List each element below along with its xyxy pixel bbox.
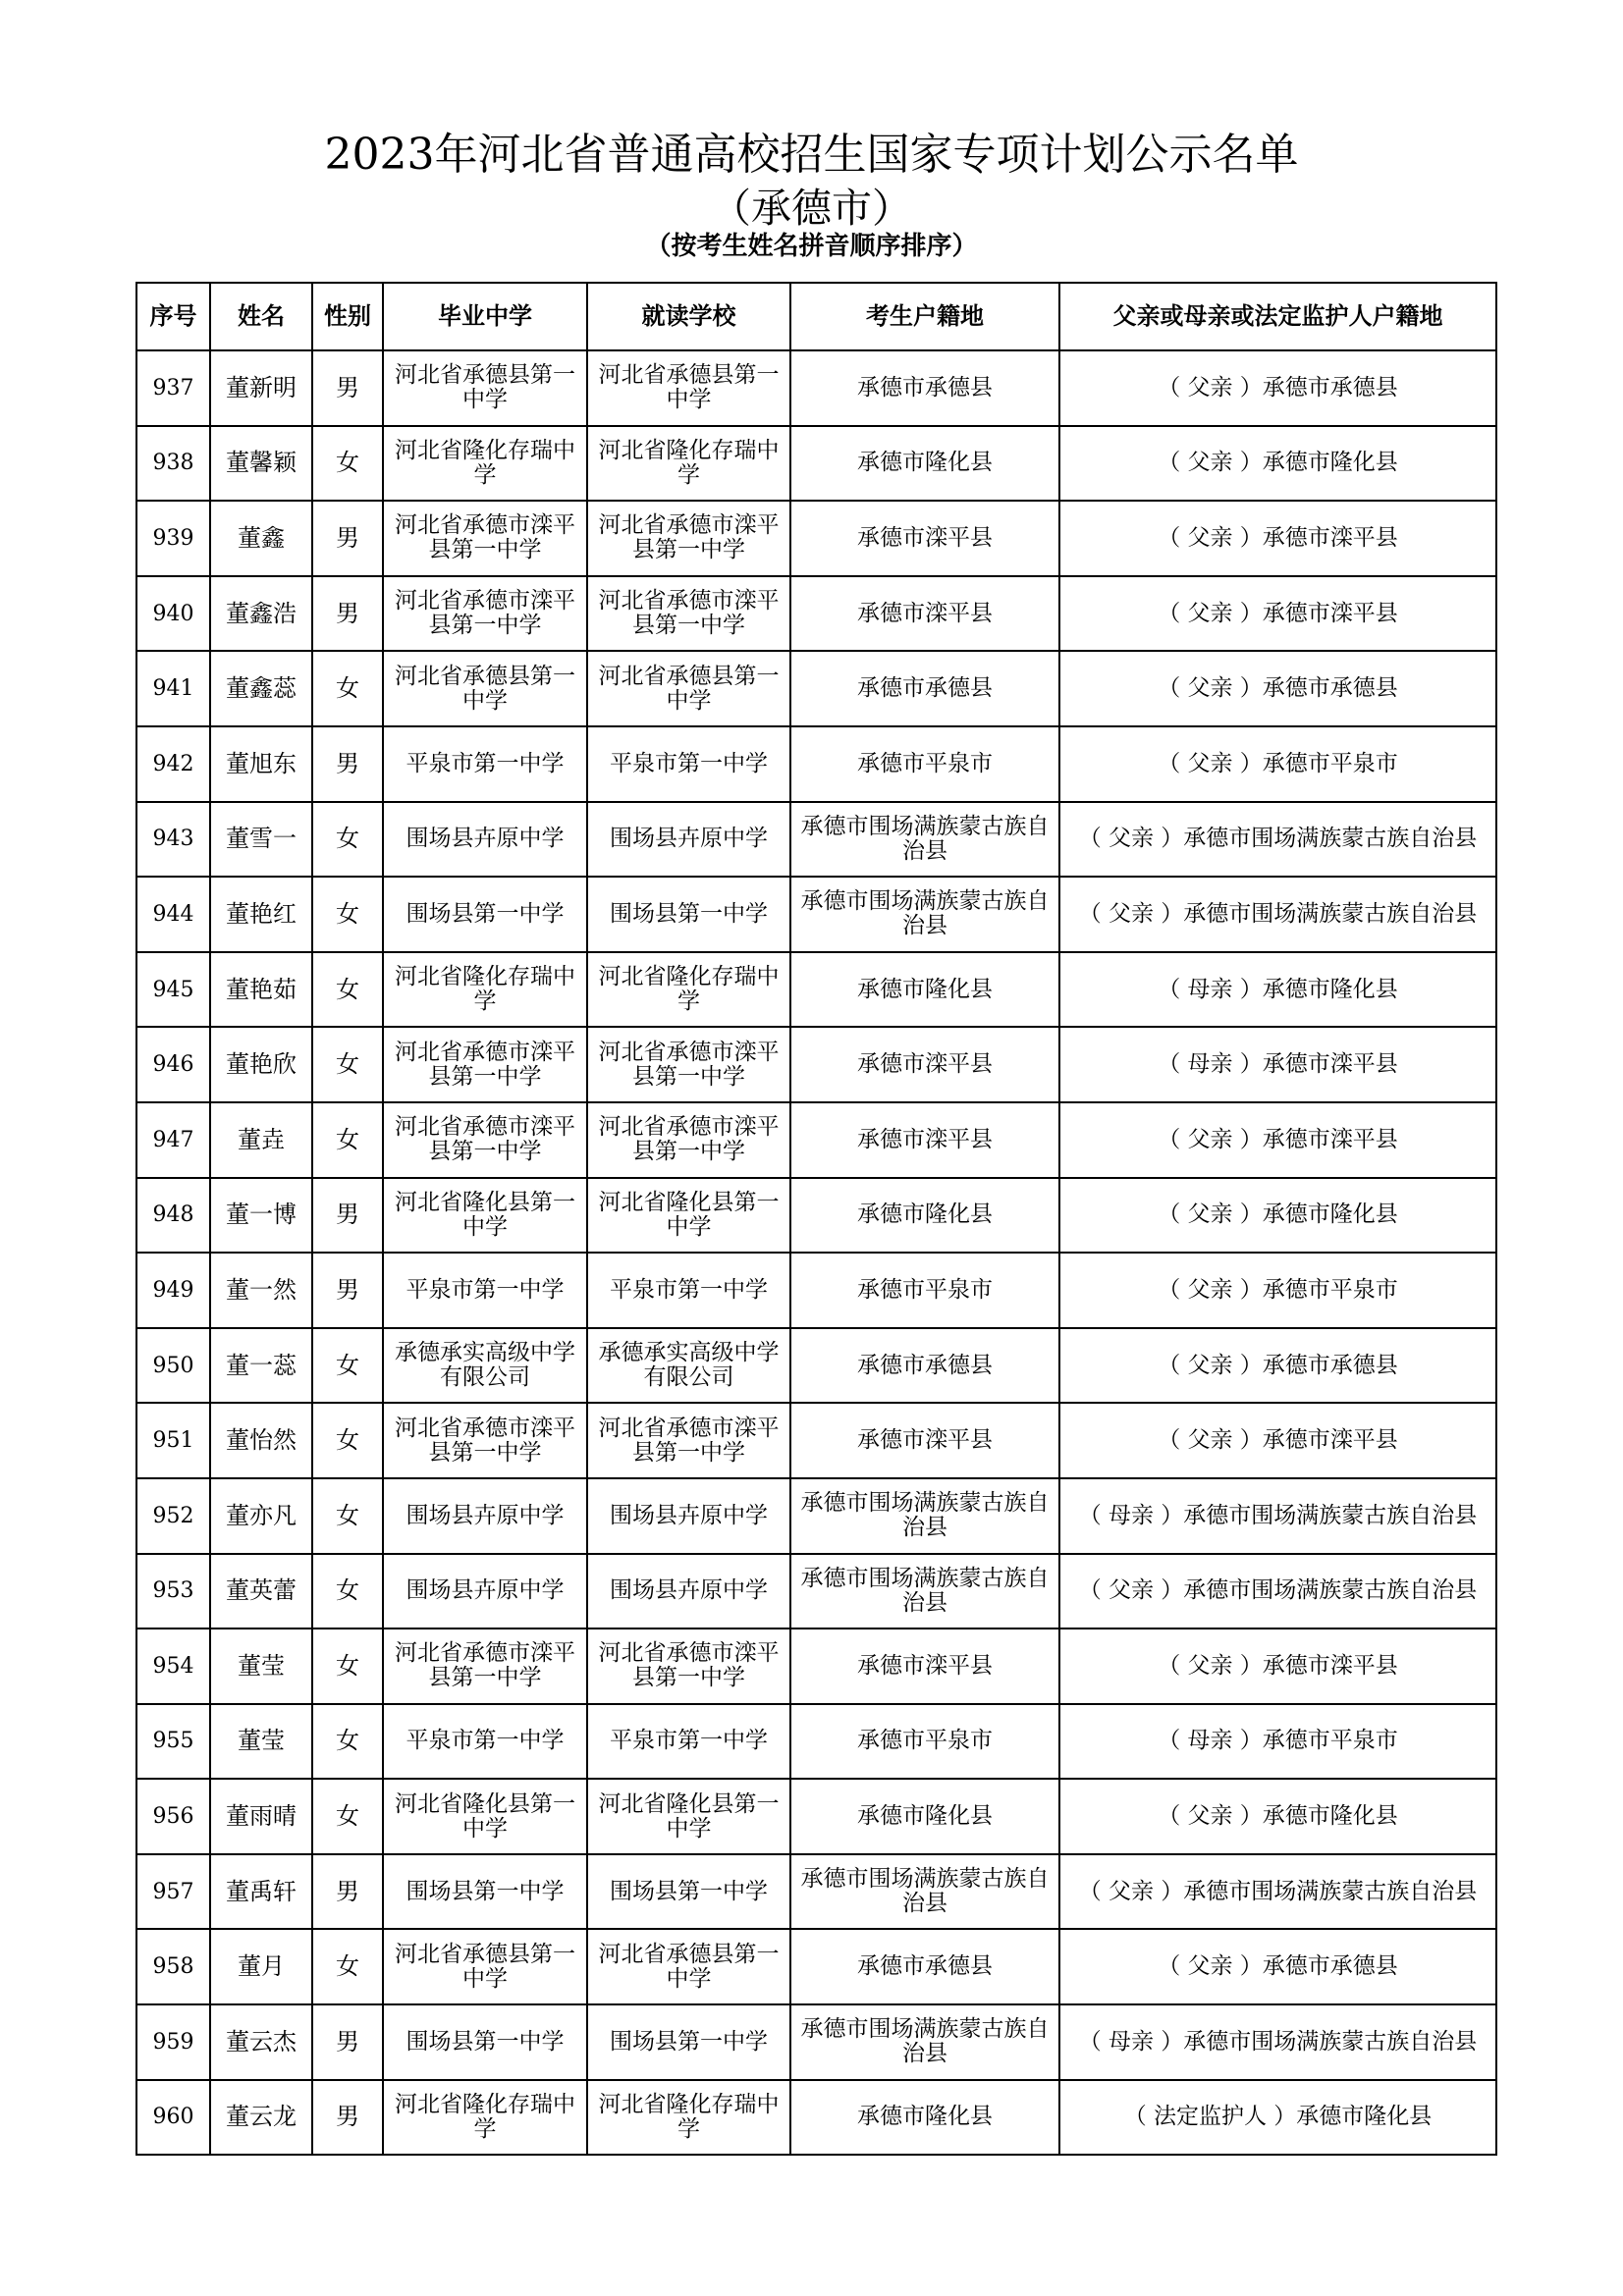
cell-name: 董新明	[210, 350, 312, 426]
cell-name: 董馨颖	[210, 426, 312, 502]
cell-guardian-hukou: （ 父亲 ）承德市滦平县	[1059, 1102, 1496, 1178]
cell-guardian-hukou: （ 父亲 ）承德市隆化县	[1059, 426, 1496, 502]
cell-current-school: 平泉市第一中学	[587, 726, 790, 802]
cell-graduated-school: 围场县卉原中学	[383, 802, 587, 878]
cell-name: 董艳茹	[210, 952, 312, 1028]
table-row	[136, 576, 1496, 652]
cell-current-school: 围场县卉原中学	[587, 1554, 790, 1629]
cell-gender: 女	[312, 1328, 383, 1404]
cell-name: 董英蕾	[210, 1554, 312, 1629]
cell-index: 953	[136, 1554, 210, 1629]
cell-graduated-school: 河北省隆化存瑞中学	[383, 2080, 587, 2156]
cell-index: 950	[136, 1328, 210, 1404]
cell-candidate-hukou: 承德市滦平县	[790, 1629, 1059, 1704]
table-row	[136, 426, 1496, 502]
cell-gender: 女	[312, 802, 383, 878]
cell-gender: 女	[312, 1704, 383, 1780]
cell-candidate-hukou: 承德市围场满族蒙古族自治县	[790, 877, 1059, 952]
cell-current-school: 平泉市第一中学	[587, 1253, 790, 1328]
cell-index: 943	[136, 802, 210, 878]
cell-gender: 男	[312, 1854, 383, 1930]
cell-current-school: 河北省隆化存瑞中学	[587, 952, 790, 1028]
cell-gender: 男	[312, 1253, 383, 1328]
header-name: 姓名	[210, 283, 312, 350]
table-row	[136, 1403, 1496, 1478]
cell-guardian-hukou: （ 父亲 ）承德市承德县	[1059, 350, 1496, 426]
table-row	[136, 501, 1496, 576]
candidate-table	[135, 282, 1497, 2156]
cell-name: 董莹	[210, 1629, 312, 1704]
sort-note: （按考生姓名拼音顺序排序）	[645, 232, 978, 261]
cell-current-school: 围场县第一中学	[587, 1854, 790, 1930]
cell-current-school: 河北省承德市滦平县第一中学	[587, 501, 790, 576]
cell-candidate-hukou: 承德市隆化县	[790, 426, 1059, 502]
cell-name: 董云杰	[210, 2004, 312, 2080]
cell-gender: 女	[312, 426, 383, 502]
cell-index: 957	[136, 1854, 210, 1930]
cell-current-school: 河北省隆化县第一中学	[587, 1178, 790, 1254]
cell-candidate-hukou: 承德市平泉市	[790, 1704, 1059, 1780]
cell-gender: 女	[312, 1629, 383, 1704]
cell-guardian-hukou: （ 法定监护人 ）承德市隆化县	[1059, 2080, 1496, 2156]
cell-name: 董艳欣	[210, 1027, 312, 1102]
table-row	[136, 1253, 1496, 1328]
cell-index: 941	[136, 651, 210, 726]
table-row	[136, 350, 1496, 426]
cell-index: 959	[136, 2004, 210, 2080]
cell-name: 董月	[210, 1929, 312, 2004]
cell-guardian-hukou: （ 父亲 ）承德市滦平县	[1059, 1629, 1496, 1704]
table-row	[136, 1178, 1496, 1254]
table-row	[136, 2004, 1496, 2080]
cell-graduated-school: 围场县第一中学	[383, 2004, 587, 2080]
cell-guardian-hukou: （ 母亲 ）承德市围场满族蒙古族自治县	[1059, 1478, 1496, 1554]
cell-graduated-school: 河北省承德县第一中学	[383, 350, 587, 426]
header-gender: 性别	[312, 283, 383, 350]
cell-index: 958	[136, 1929, 210, 2004]
cell-gender: 男	[312, 2004, 383, 2080]
cell-graduated-school: 河北省隆化县第一中学	[383, 1178, 587, 1254]
table-row	[136, 1629, 1496, 1704]
header-candidate-hukou: 考生户籍地	[790, 283, 1059, 350]
cell-candidate-hukou: 承德市隆化县	[790, 952, 1059, 1028]
table-row	[136, 2080, 1496, 2156]
cell-guardian-hukou: （ 父亲 ）承德市平泉市	[1059, 726, 1496, 802]
cell-candidate-hukou: 承德市承德县	[790, 651, 1059, 726]
cell-graduated-school: 河北省承德市滦平县第一中学	[383, 1102, 587, 1178]
cell-current-school: 河北省隆化存瑞中学	[587, 426, 790, 502]
cell-guardian-hukou: （ 父亲 ）承德市隆化县	[1059, 1779, 1496, 1854]
cell-gender: 女	[312, 952, 383, 1028]
cell-gender: 女	[312, 1779, 383, 1854]
cell-name: 董云龙	[210, 2080, 312, 2156]
cell-name: 董雨晴	[210, 1779, 312, 1854]
cell-index: 952	[136, 1478, 210, 1554]
cell-name: 董鑫	[210, 501, 312, 576]
cell-gender: 女	[312, 1929, 383, 2004]
cell-guardian-hukou: （ 父亲 ）承德市承德县	[1059, 651, 1496, 726]
cell-name: 董怡然	[210, 1403, 312, 1478]
cell-current-school: 河北省承德市滦平县第一中学	[587, 1027, 790, 1102]
cell-name: 董莹	[210, 1704, 312, 1780]
cell-graduated-school: 平泉市第一中学	[383, 726, 587, 802]
cell-guardian-hukou: （ 父亲 ）承德市围场满族蒙古族自治县	[1059, 802, 1496, 878]
cell-candidate-hukou: 承德市围场满族蒙古族自治县	[790, 1478, 1059, 1554]
cell-name: 董禹轩	[210, 1854, 312, 1930]
table-row	[136, 1554, 1496, 1629]
cell-name: 董垚	[210, 1102, 312, 1178]
cell-index: 938	[136, 426, 210, 502]
cell-graduated-school: 河北省隆化存瑞中学	[383, 952, 587, 1028]
cell-name: 董鑫蕊	[210, 651, 312, 726]
cell-gender: 女	[312, 1403, 383, 1478]
cell-current-school: 围场县卉原中学	[587, 802, 790, 878]
cell-index: 945	[136, 952, 210, 1028]
cell-index: 944	[136, 877, 210, 952]
cell-candidate-hukou: 承德市滦平县	[790, 501, 1059, 576]
cell-current-school: 河北省承德市滦平县第一中学	[587, 1629, 790, 1704]
table-row	[136, 1478, 1496, 1554]
cell-graduated-school: 河北省隆化县第一中学	[383, 1779, 587, 1854]
cell-candidate-hukou: 承德市滦平县	[790, 1403, 1059, 1478]
cell-current-school: 河北省隆化县第一中学	[587, 1779, 790, 1854]
cell-gender: 男	[312, 350, 383, 426]
cell-graduated-school: 平泉市第一中学	[383, 1253, 587, 1328]
cell-name: 董一然	[210, 1253, 312, 1328]
cell-graduated-school: 围场县第一中学	[383, 1854, 587, 1930]
cell-candidate-hukou: 承德市围场满族蒙古族自治县	[790, 1854, 1059, 1930]
cell-current-school: 河北省承德市滦平县第一中学	[587, 576, 790, 652]
cell-graduated-school: 围场县第一中学	[383, 877, 587, 952]
cell-guardian-hukou: （ 父亲 ）承德市围场满族蒙古族自治县	[1059, 877, 1496, 952]
table-body	[136, 350, 1496, 2155]
cell-candidate-hukou: 承德市围场满族蒙古族自治县	[790, 1554, 1059, 1629]
cell-graduated-school: 河北省承德县第一中学	[383, 651, 587, 726]
cell-gender: 男	[312, 576, 383, 652]
table-row	[136, 1102, 1496, 1178]
cell-candidate-hukou: 承德市滦平县	[790, 1027, 1059, 1102]
table-row	[136, 877, 1496, 952]
cell-index: 939	[136, 501, 210, 576]
cell-name: 董旭东	[210, 726, 312, 802]
cell-index: 947	[136, 1102, 210, 1178]
cell-candidate-hukou: 承德市平泉市	[790, 1253, 1059, 1328]
cell-current-school: 河北省隆化存瑞中学	[587, 2080, 790, 2156]
cell-index: 951	[136, 1403, 210, 1478]
cell-candidate-hukou: 承德市承德县	[790, 350, 1059, 426]
cell-name: 董鑫浩	[210, 576, 312, 652]
cell-graduated-school: 承德承实高级中学有限公司	[383, 1328, 587, 1404]
cell-guardian-hukou: （ 父亲 ）承德市平泉市	[1059, 1253, 1496, 1328]
cell-guardian-hukou: （ 父亲 ）承德市滦平县	[1059, 1403, 1496, 1478]
cell-current-school: 围场县卉原中学	[587, 1478, 790, 1554]
header-guardian-hukou: 父亲或母亲或法定监护人户籍地	[1059, 283, 1496, 350]
table-row	[136, 651, 1496, 726]
cell-current-school: 河北省承德市滦平县第一中学	[587, 1102, 790, 1178]
cell-graduated-school: 河北省承德市滦平县第一中学	[383, 1403, 587, 1478]
cell-current-school: 平泉市第一中学	[587, 1704, 790, 1780]
cell-candidate-hukou: 承德市隆化县	[790, 2080, 1059, 2156]
cell-name: 董一蕊	[210, 1328, 312, 1404]
cell-guardian-hukou: （ 父亲 ）承德市滦平县	[1059, 576, 1496, 652]
cell-guardian-hukou: （ 母亲 ）承德市隆化县	[1059, 952, 1496, 1028]
cell-graduated-school: 河北省承德市滦平县第一中学	[383, 576, 587, 652]
cell-guardian-hukou: （ 父亲 ）承德市隆化县	[1059, 1178, 1496, 1254]
cell-gender: 男	[312, 2080, 383, 2156]
cell-gender: 女	[312, 1027, 383, 1102]
table-row	[136, 1027, 1496, 1102]
table-row	[136, 1779, 1496, 1854]
cell-current-school: 围场县第一中学	[587, 2004, 790, 2080]
table-row	[136, 952, 1496, 1028]
cell-index: 946	[136, 1027, 210, 1102]
cell-gender: 男	[312, 501, 383, 576]
header-current-school: 就读学校	[587, 283, 790, 350]
cell-index: 955	[136, 1704, 210, 1780]
cell-current-school: 承德承实高级中学有限公司	[587, 1328, 790, 1404]
cell-graduated-school: 平泉市第一中学	[383, 1704, 587, 1780]
cell-name: 董一博	[210, 1178, 312, 1254]
header-graduated-school: 毕业中学	[383, 283, 587, 350]
cell-index: 956	[136, 1779, 210, 1854]
cell-index: 948	[136, 1178, 210, 1254]
cell-name: 董雪一	[210, 802, 312, 878]
cell-graduated-school: 河北省承德市滦平县第一中学	[383, 501, 587, 576]
cell-guardian-hukou: （ 父亲 ）承德市承德县	[1059, 1929, 1496, 2004]
cell-name: 董亦凡	[210, 1478, 312, 1554]
cell-candidate-hukou: 承德市平泉市	[790, 726, 1059, 802]
cell-graduated-school: 河北省隆化存瑞中学	[383, 426, 587, 502]
cell-index: 949	[136, 1253, 210, 1328]
table-header-row	[136, 283, 1496, 350]
cell-guardian-hukou: （ 母亲 ）承德市滦平县	[1059, 1027, 1496, 1102]
cell-index: 960	[136, 2080, 210, 2156]
cell-current-school: 河北省承德市滦平县第一中学	[587, 1403, 790, 1478]
cell-graduated-school: 河北省承德市滦平县第一中学	[383, 1027, 587, 1102]
cell-gender: 男	[312, 1178, 383, 1254]
cell-graduated-school: 河北省承德县第一中学	[383, 1929, 587, 2004]
cell-gender: 男	[312, 726, 383, 802]
cell-guardian-hukou: （ 父亲 ）承德市滦平县	[1059, 501, 1496, 576]
cell-guardian-hukou: （ 父亲 ）承德市承德县	[1059, 1328, 1496, 1404]
cell-candidate-hukou: 承德市滦平县	[790, 576, 1059, 652]
cell-name: 董艳红	[210, 877, 312, 952]
cell-index: 942	[136, 726, 210, 802]
table-row	[136, 726, 1496, 802]
cell-candidate-hukou: 承德市围场满族蒙古族自治县	[790, 2004, 1059, 2080]
header-index: 序号	[136, 283, 210, 350]
cell-gender: 女	[312, 1554, 383, 1629]
cell-gender: 女	[312, 651, 383, 726]
cell-candidate-hukou: 承德市围场满族蒙古族自治县	[790, 802, 1059, 878]
cell-graduated-school: 河北省承德市滦平县第一中学	[383, 1629, 587, 1704]
page-title: 2023年河北省普通高校招生国家专项计划公示名单	[324, 130, 1299, 180]
cell-current-school: 河北省承德县第一中学	[587, 350, 790, 426]
cell-gender: 女	[312, 877, 383, 952]
cell-guardian-hukou: （ 母亲 ）承德市平泉市	[1059, 1704, 1496, 1780]
cell-index: 937	[136, 350, 210, 426]
table-row	[136, 1704, 1496, 1780]
cell-candidate-hukou: 承德市隆化县	[790, 1178, 1059, 1254]
table-row	[136, 802, 1496, 878]
cell-guardian-hukou: （ 父亲 ）承德市围场满族蒙古族自治县	[1059, 1554, 1496, 1629]
table-row	[136, 1854, 1496, 1930]
cell-candidate-hukou: 承德市承德县	[790, 1929, 1059, 2004]
cell-current-school: 河北省承德县第一中学	[587, 651, 790, 726]
cell-graduated-school: 围场县卉原中学	[383, 1554, 587, 1629]
cell-gender: 女	[312, 1478, 383, 1554]
cell-current-school: 河北省承德县第一中学	[587, 1929, 790, 2004]
table-row	[136, 1328, 1496, 1404]
page-subtitle: （承德市）	[711, 185, 912, 232]
cell-index: 940	[136, 576, 210, 652]
cell-guardian-hukou: （ 父亲 ）承德市围场满族蒙古族自治县	[1059, 1854, 1496, 1930]
cell-candidate-hukou: 承德市承德县	[790, 1328, 1059, 1404]
cell-graduated-school: 围场县卉原中学	[383, 1478, 587, 1554]
cell-candidate-hukou: 承德市隆化县	[790, 1779, 1059, 1854]
table-row	[136, 1929, 1496, 2004]
cell-current-school: 围场县第一中学	[587, 877, 790, 952]
cell-index: 954	[136, 1629, 210, 1704]
cell-gender: 女	[312, 1102, 383, 1178]
cell-candidate-hukou: 承德市滦平县	[790, 1102, 1059, 1178]
cell-guardian-hukou: （ 母亲 ）承德市围场满族蒙古族自治县	[1059, 2004, 1496, 2080]
